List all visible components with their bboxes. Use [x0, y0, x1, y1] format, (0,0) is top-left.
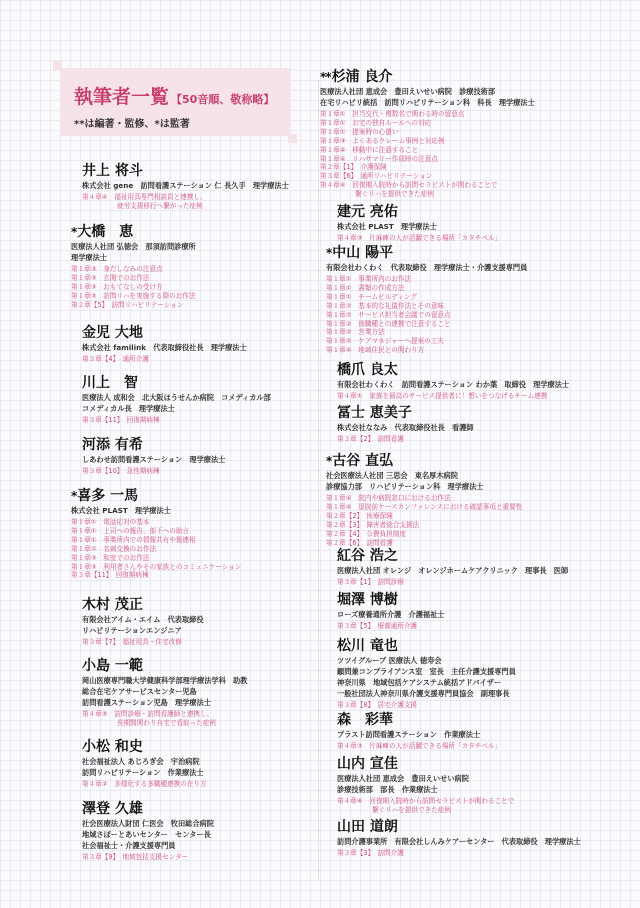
- author-entry: [337, 203, 501, 243]
- chapter-item: [337, 578, 568, 587]
- chapter-title: 訪問リハを実施する際のお作法: [103, 291, 196, 300]
- page-subtitle: 【50音順、敬称略】: [171, 93, 275, 106]
- chapter-ref: 第１章③: [71, 265, 97, 273]
- author-affiliation: 総合在宅ケアサービスセンター児島: [82, 687, 197, 696]
- chapter-ref: 第２章【1】: [320, 163, 354, 172]
- chapter-ref: 第１章④: [320, 145, 346, 154]
- chapter-item: [82, 193, 289, 202]
- author-name: [337, 361, 569, 379]
- chapter-title: 片麻痺の人が活躍できる場所「カタチベル」: [369, 234, 502, 242]
- author-name-text: 澤登 久雄: [82, 801, 143, 817]
- chapter-list: [71, 518, 241, 580]
- chapter-ref: 第４章③: [337, 234, 363, 242]
- chapter-ref: 第２章【6】: [326, 538, 360, 547]
- chapter-item: [337, 742, 501, 751]
- chapter-title: おもてなしの受け方: [103, 282, 163, 291]
- chapter-ref: 第４章⑤: [82, 710, 108, 718]
- chapter-ref: 第１章①: [326, 283, 352, 292]
- chapter-list: [326, 275, 527, 355]
- author-name: [326, 452, 522, 470]
- chapter-title: 基本的な礼儀作法とその意味: [358, 301, 445, 310]
- author-affiliation: 一般社団法人神奈川県介護支援専門員協会 副理事長: [337, 689, 510, 698]
- author-affiliation: 地域さぽーとあいセンター センター長: [82, 830, 211, 839]
- chapter-title: 電話応対の基本: [103, 518, 150, 526]
- editor-mark: *: [326, 454, 332, 468]
- chapter-list: [82, 780, 207, 789]
- chapter-title: 玄関でのお作法: [103, 273, 150, 282]
- author-name: [82, 596, 204, 614]
- chapter-list: [82, 193, 289, 211]
- chapter-ref: 第２章【4】: [326, 529, 360, 538]
- chapter-ref: 第３章【8】: [337, 701, 371, 709]
- chapter-ref: 第４章③: [337, 742, 363, 750]
- chapter-list: [82, 467, 225, 476]
- chapter-item: [82, 638, 204, 647]
- chapter-ref: 第１章①: [326, 275, 352, 283]
- chapter-title: 身だしなみの注意点: [103, 265, 163, 273]
- author-name: [71, 223, 196, 241]
- author-affiliation: 社会福祉士・介護支援専門員: [82, 841, 176, 850]
- chapter-ref: 第４章①: [337, 392, 363, 400]
- author-affiliation: 理学療法士: [71, 253, 107, 262]
- chapter-item: [337, 622, 444, 631]
- author-name: [337, 755, 514, 773]
- chapter-list: [337, 701, 516, 710]
- chapter-title: サービス担当者会議での留意点: [358, 310, 451, 319]
- chapter-title: よくあるクレーム事例と対応例: [352, 136, 445, 145]
- author-name: [337, 591, 444, 609]
- author-name: [326, 244, 527, 262]
- author-name-text: 森 彩華: [337, 712, 393, 728]
- chapter-item: [71, 274, 196, 283]
- chapter-list: [337, 797, 514, 815]
- chapter-item: [320, 128, 535, 137]
- chapter-ref: 第４章⑥: [337, 797, 363, 805]
- chapter-ref: 第２章【5】: [71, 300, 105, 309]
- author-name-text: 山内 宣佳: [337, 756, 398, 772]
- chapter-ref: 第４章⑥: [320, 181, 346, 190]
- chapter-item: [320, 137, 535, 146]
- chapter-item: [82, 719, 247, 728]
- chapter-list: [82, 853, 214, 862]
- chapter-item: [337, 806, 514, 815]
- chapter-ref: 第１章②: [326, 319, 352, 328]
- author-affiliation: 社会医療法人社団 三思会 東名厚木病院: [326, 471, 458, 480]
- chapter-item: [71, 545, 241, 554]
- chapter-ref: 第２章【3】: [326, 520, 360, 529]
- chapter-title: 書類の作成方法: [358, 283, 405, 292]
- chapter-ref: 第１章①: [320, 127, 346, 136]
- chapter-ref: 第３章【6】: [320, 172, 354, 181]
- chapter-title: 療養通所介護: [377, 622, 418, 630]
- chapter-item: [326, 293, 527, 302]
- author-name-text: 冨士 恵美子: [337, 405, 412, 421]
- chapter-item: [82, 202, 289, 211]
- chapter-ref: 第１章②: [326, 337, 352, 346]
- author-affiliation: 医療法人社団 弘徳会 那須訪問診療所: [71, 242, 196, 251]
- chapter-ref: 第３章【7】: [82, 638, 116, 646]
- chapter-title: 就労支援移行へ繋がった症例: [117, 201, 203, 210]
- author-affiliation: 岡山医療専門職大学健康科学部理学療法学科 助教: [82, 676, 248, 685]
- author-affiliation: 社会医療法人財団 仁医会 牧田総合病院: [82, 819, 214, 828]
- chapter-title: 繋ぐリハを提供できた症例: [355, 190, 434, 199]
- chapter-item: [326, 512, 522, 521]
- chapter-item: [82, 710, 247, 719]
- author-affiliation: 株式会社ななみ 代表取締役社長 看護師: [337, 423, 474, 432]
- author-affiliation: 訪問リハビリテーション 作業療法士: [82, 768, 204, 777]
- author-name-text: 木村 茂正: [82, 597, 143, 613]
- title-box: [60, 68, 290, 136]
- author-affiliation: 有限会社わくわく 訪問看護ステーション わか葉 取締役 理学療法士: [337, 380, 570, 389]
- chapter-ref: 第３章【10】: [82, 467, 121, 475]
- chapter-title: 居宅介護支援: [377, 701, 418, 709]
- author-name: [320, 68, 535, 86]
- author-name: [82, 657, 247, 675]
- author-entry: [337, 361, 569, 401]
- author-name-text: 喜多 一馬: [77, 488, 139, 504]
- author-name: [337, 818, 581, 836]
- chapter-list: [337, 234, 501, 243]
- author-affiliation: 医療法人 成和会 北大阪ほうせんか病院 コメディカル部: [82, 393, 271, 402]
- chapter-title: 提案時の心遣い: [352, 127, 399, 136]
- chapter-title: 通所リハビリテーション: [360, 172, 433, 181]
- editor-note: **は編著・監修、*は監著: [74, 119, 190, 130]
- chapter-title: ケアマネジャーへ提案の工夫: [358, 337, 444, 346]
- chapter-list: [82, 710, 247, 728]
- author-affiliation: 訪問介護事業所 有限会社しんみケアーセンター 代表取締役 理学療法士: [337, 837, 581, 846]
- chapter-ref: 第１章④: [326, 346, 352, 355]
- author-name-text: 紅谷 浩之: [337, 548, 398, 564]
- author-entry: [71, 223, 196, 310]
- chapter-item: [320, 172, 535, 181]
- chapter-item: [82, 467, 225, 476]
- author-name: [82, 162, 289, 180]
- author-name-text: 山田 道朗: [337, 819, 398, 835]
- chapter-title: 繋ぐリハを提供できた症例: [372, 805, 451, 814]
- chapter-ref: 第３章【4】: [82, 355, 116, 363]
- chapter-item: [326, 284, 527, 293]
- author-name-text: 建元 亮佑: [337, 204, 398, 220]
- chapter-ref: 第４章②: [82, 780, 108, 788]
- chapter-title: 名刺交換のお作法: [103, 544, 157, 553]
- editor-mark: **: [320, 70, 331, 84]
- author-entry: [326, 244, 527, 355]
- author-entry: [71, 487, 241, 580]
- chapter-ref: 第１章③: [71, 291, 97, 300]
- chapter-title: 障害者総合支援法: [366, 520, 420, 529]
- editor-mark: *: [71, 225, 77, 239]
- chapter-title: 訪問診療・訪問看護師と連携し、: [114, 710, 214, 718]
- chapter-ref: 第３章【2】: [337, 435, 371, 443]
- chapter-ref: 第１章③: [320, 136, 346, 145]
- editor-mark: *: [326, 246, 332, 260]
- author-name: [82, 436, 225, 454]
- author-name-text: 松川 竜也: [337, 638, 398, 654]
- chapter-title: チームビルディング: [358, 292, 417, 301]
- chapter-title: 回復期入院時から訪問セラピストが関わることで: [352, 181, 498, 190]
- author-affiliation: コメディカル長 理学療法士: [82, 404, 175, 413]
- author-name: [82, 738, 207, 756]
- author-affiliation: 診療技術部 部長 作業療法士: [337, 785, 438, 794]
- author-entry: [337, 404, 474, 444]
- chapter-item: [71, 571, 241, 580]
- author-affiliation: 株式会社 gene 訪問看護ステーション 仁 長久手 理学療法士: [82, 181, 289, 190]
- chapter-list: [337, 849, 581, 858]
- author-entry: [337, 755, 514, 815]
- chapter-ref: 第１章③: [71, 562, 97, 571]
- chapter-title: 公費負担制度: [366, 529, 407, 538]
- chapter-item: [71, 292, 196, 301]
- author-affiliation: プラスト訪問看護ステーション 作業療法士: [337, 730, 481, 739]
- chapter-item: [320, 181, 535, 190]
- chapter-title: 福祉用具専門相談員と連携し、: [114, 193, 207, 201]
- chapter-title: 地域住民との関わり方: [358, 346, 425, 355]
- chapter-ref: 第１章③: [71, 282, 97, 291]
- author-name: [71, 487, 241, 505]
- chapter-title: 院内や病院窓口におけるお作法: [358, 494, 451, 502]
- author-affiliation: 株式会社 PLAST 理学療法士: [337, 222, 437, 231]
- chapter-item: [320, 163, 535, 172]
- chapter-ref: 第１章③: [71, 553, 97, 562]
- chapter-list: [337, 435, 474, 444]
- author-entry: [337, 711, 501, 751]
- chapter-title: 他職種との連携で注意すること: [358, 319, 451, 328]
- chapter-ref: 第１章④: [326, 502, 352, 511]
- chapter-list: [82, 638, 204, 647]
- author-affiliation: ローズ療養通所介護 介護福祉士: [337, 610, 445, 619]
- chapter-ref: 第１章③: [71, 273, 97, 282]
- author-entry: [337, 818, 581, 858]
- chapter-title: 訪問介護: [377, 849, 404, 857]
- chapter-ref: 第１章①: [71, 526, 97, 535]
- chapter-title: 多様化する多職種連携の在り方: [114, 780, 207, 788]
- chapter-title: 利用者さんやその家族とのコミュニケーション: [103, 562, 242, 571]
- author-affiliation: 株式会社 familink 代表取締役社長 理学療法士: [82, 343, 247, 352]
- author-name: [337, 637, 516, 655]
- chapter-item: [71, 536, 241, 545]
- chapter-item: [326, 302, 527, 311]
- author-entry: [337, 591, 444, 631]
- chapter-item: [71, 554, 241, 563]
- chapter-item: [320, 119, 535, 128]
- chapter-ref: 第３章【3】: [337, 849, 371, 857]
- chapter-ref: 第１章①: [71, 535, 97, 544]
- author-affiliation: 神奈川県 地域包括ケアシステム統括アドバイザー: [337, 678, 502, 687]
- chapter-list: [337, 392, 569, 401]
- chapter-title: 事業所内のお作法: [358, 275, 412, 283]
- chapter-item: [326, 275, 527, 284]
- chapter-ref: 第４章④: [82, 193, 108, 201]
- chapter-title: 訪問リハビリテーション: [111, 300, 184, 309]
- author-affiliation: 医療法人社団 オレンジ オレンジホームケアクリニック 理事長 医師: [337, 566, 569, 575]
- author-affiliation: 在宅リハビリ統括 訪問リハビリテーション科 科長 理学療法士: [320, 98, 535, 107]
- chapter-ref: 第１章②: [326, 310, 352, 319]
- author-affiliation: 診療協力部 リハビリテーション科 理学療法士: [326, 482, 484, 491]
- author-affiliation: 訪問看護ステーション児島 理学療法士: [82, 698, 211, 707]
- chapter-item: [337, 392, 569, 401]
- chapter-item: [71, 527, 241, 536]
- chapter-item: [320, 190, 535, 199]
- chapter-list: [82, 416, 271, 425]
- chapter-item: [326, 328, 527, 337]
- chapter-ref: 第１章②: [326, 301, 352, 310]
- author-name: [82, 374, 271, 392]
- chapter-item: [337, 234, 501, 243]
- chapter-ref: 第３章【5】: [337, 622, 371, 630]
- author-name-text: 小松 和史: [82, 739, 143, 755]
- chapter-item: [326, 530, 522, 539]
- column-divider: [318, 80, 319, 880]
- chapter-ref: 第３章【11】: [82, 416, 121, 424]
- chapter-item: [320, 110, 535, 119]
- chapter-item: [326, 503, 522, 512]
- chapter-title: 事業所内での情報共有や報連相: [103, 535, 196, 544]
- chapter-item: [326, 521, 522, 530]
- author-name-text: 橋爪 良太: [337, 362, 398, 378]
- author-entry: [82, 738, 207, 789]
- chapter-item: [82, 780, 207, 789]
- author-name-text: 古谷 直弘: [332, 453, 394, 469]
- chapter-title: 回復期入院時から訪問セラピストが関わることで: [369, 797, 515, 805]
- author-affiliation: ツツイグループ 医療法人 徳寿会: [337, 656, 442, 665]
- chapter-item: [82, 416, 271, 425]
- chapter-ref: 第３章【11】: [71, 571, 110, 580]
- chapter-item: [337, 849, 581, 858]
- chapter-title: 和室でのお作法: [103, 553, 150, 562]
- editor-mark: *: [71, 489, 77, 503]
- author-name-text: 中山 陽平: [332, 245, 394, 261]
- chapter-item: [326, 337, 527, 346]
- author-name-text: 堀澤 博樹: [337, 592, 398, 608]
- chapter-item: [82, 853, 214, 862]
- chapter-item: [326, 346, 527, 355]
- chapter-title: 片麻痺の人が活躍できる場所「カタチベル」: [369, 742, 502, 750]
- chapter-ref: 第１章①: [326, 292, 352, 301]
- author-name-text: 井上 将斗: [82, 163, 143, 179]
- author-entry: [82, 324, 247, 364]
- chapter-item: [82, 355, 247, 364]
- author-name: [82, 800, 214, 818]
- author-name: [337, 547, 568, 565]
- chapter-title: リハサマリー作成時の注意点: [352, 154, 438, 163]
- chapter-title: 通所介護: [122, 355, 149, 363]
- author-affiliation: 医療法人社団 恵成会 豊田えいせい病院: [337, 774, 469, 783]
- author-name-text: 小島 一範: [82, 658, 143, 674]
- chapter-list: [320, 110, 535, 199]
- chapter-title: 移動中に注意すること: [352, 145, 419, 154]
- author-affiliation: 社会福祉法人 あじろぎ会 宇治病院: [82, 757, 200, 766]
- chapter-list: [326, 494, 522, 547]
- chapter-item: [337, 797, 514, 806]
- author-name-text: 河添 有希: [82, 437, 143, 453]
- author-affiliation: 医療法人社団 恵成会 豊田えいせい病院 診療技術部: [320, 87, 496, 96]
- chapter-item: [337, 435, 474, 444]
- chapter-ref: 第１章④: [326, 494, 352, 502]
- author-name-text: 大橋 恵: [77, 224, 134, 240]
- author-entry: [82, 800, 214, 862]
- chapter-item: [326, 311, 527, 320]
- author-name: [337, 711, 501, 729]
- author-entry: [82, 436, 225, 476]
- chapter-ref: 第１章①: [320, 118, 346, 127]
- chapter-list: [337, 622, 444, 631]
- chapter-title: お宅の独自ルールへの対応: [352, 118, 432, 127]
- chapter-ref: 第３章【9】: [82, 853, 116, 861]
- chapter-ref: 第１章②: [326, 328, 352, 337]
- chapter-ref: 第１章①: [320, 110, 346, 118]
- chapter-title: 上司への報告、部下への助言: [103, 526, 190, 535]
- chapter-title: 家族を最高のサービス提供者に！想いをつなげるチーム連携: [369, 392, 548, 400]
- chapter-title: 長期間関わり自宅で看取った症例: [117, 718, 216, 727]
- chapter-ref: 第１章①: [71, 518, 97, 526]
- chapter-title: 急性期病棟: [126, 467, 160, 475]
- author-entry: [326, 452, 522, 547]
- chapter-title: 介護保険: [360, 163, 387, 172]
- author-name-text: 杉浦 良介: [331, 69, 393, 85]
- chapter-item: [71, 283, 196, 292]
- author-name-text: 川上 智: [82, 375, 138, 391]
- author-affiliation: 株式会社 PLAST 理学療法士: [71, 506, 171, 515]
- author-affiliation: 有限会社わくわく 代表取締役 理学療法士・介護支援専門員: [326, 263, 528, 272]
- chapter-item: [337, 701, 516, 710]
- author-affiliation: リハビリテーションエンジニア: [82, 626, 182, 635]
- chapter-item: [326, 494, 522, 503]
- chapter-title: 担当交代・複数名で関わる時の留意点: [352, 110, 465, 118]
- chapter-list: [82, 355, 247, 364]
- author-entry: [82, 374, 271, 425]
- author-affiliation: 顧問兼コンプライアンス室 室長 主任介護支援専門員: [337, 667, 516, 676]
- chapter-title: 回復期病棟: [126, 416, 160, 424]
- chapter-item: [71, 518, 241, 527]
- author-entry: [337, 547, 568, 587]
- chapter-title: 訪問診療: [377, 578, 404, 586]
- author-name: [337, 404, 474, 422]
- chapter-title: 福祉用具・住宅改修: [122, 638, 182, 646]
- chapter-item: [71, 265, 196, 274]
- page-title: 執筆者一覧: [74, 86, 170, 108]
- author-entry: [320, 68, 535, 199]
- chapter-ref: 第１章④: [320, 154, 346, 163]
- author-name-text: 金児 大地: [82, 325, 143, 341]
- chapter-title: 退院前ケースカンファレンスにおける確認事項と重要性: [358, 502, 523, 511]
- chapter-list: [71, 265, 196, 310]
- chapter-item: [71, 301, 196, 310]
- chapter-title: 営業方法: [358, 328, 385, 337]
- chapter-title: 回復期病棟: [115, 571, 149, 580]
- author-entry: [82, 657, 247, 728]
- author-entry: [82, 596, 204, 647]
- chapter-title: 地域包括支援センター: [122, 853, 189, 861]
- chapter-item: [320, 146, 535, 155]
- chapter-list: [337, 578, 568, 587]
- chapter-ref: 第１章②: [71, 544, 97, 553]
- chapter-title: 医療保険: [366, 511, 393, 520]
- chapter-ref: 第２章【2】: [326, 511, 360, 520]
- author-affiliation: 有限会社アイム・エイム 代表取締役: [82, 615, 204, 624]
- chapter-list: [337, 742, 501, 751]
- author-affiliation: しあわせ訪問看護ステーション 理学療法士: [82, 455, 226, 464]
- chapter-ref: 第３章【1】: [337, 578, 371, 586]
- chapter-title: 訪問看護: [377, 435, 404, 443]
- author-name: [337, 203, 501, 221]
- author-entry: [337, 637, 516, 710]
- author-entry: [82, 162, 289, 211]
- author-name: [82, 324, 247, 342]
- chapter-title: 訪問看護: [366, 538, 393, 547]
